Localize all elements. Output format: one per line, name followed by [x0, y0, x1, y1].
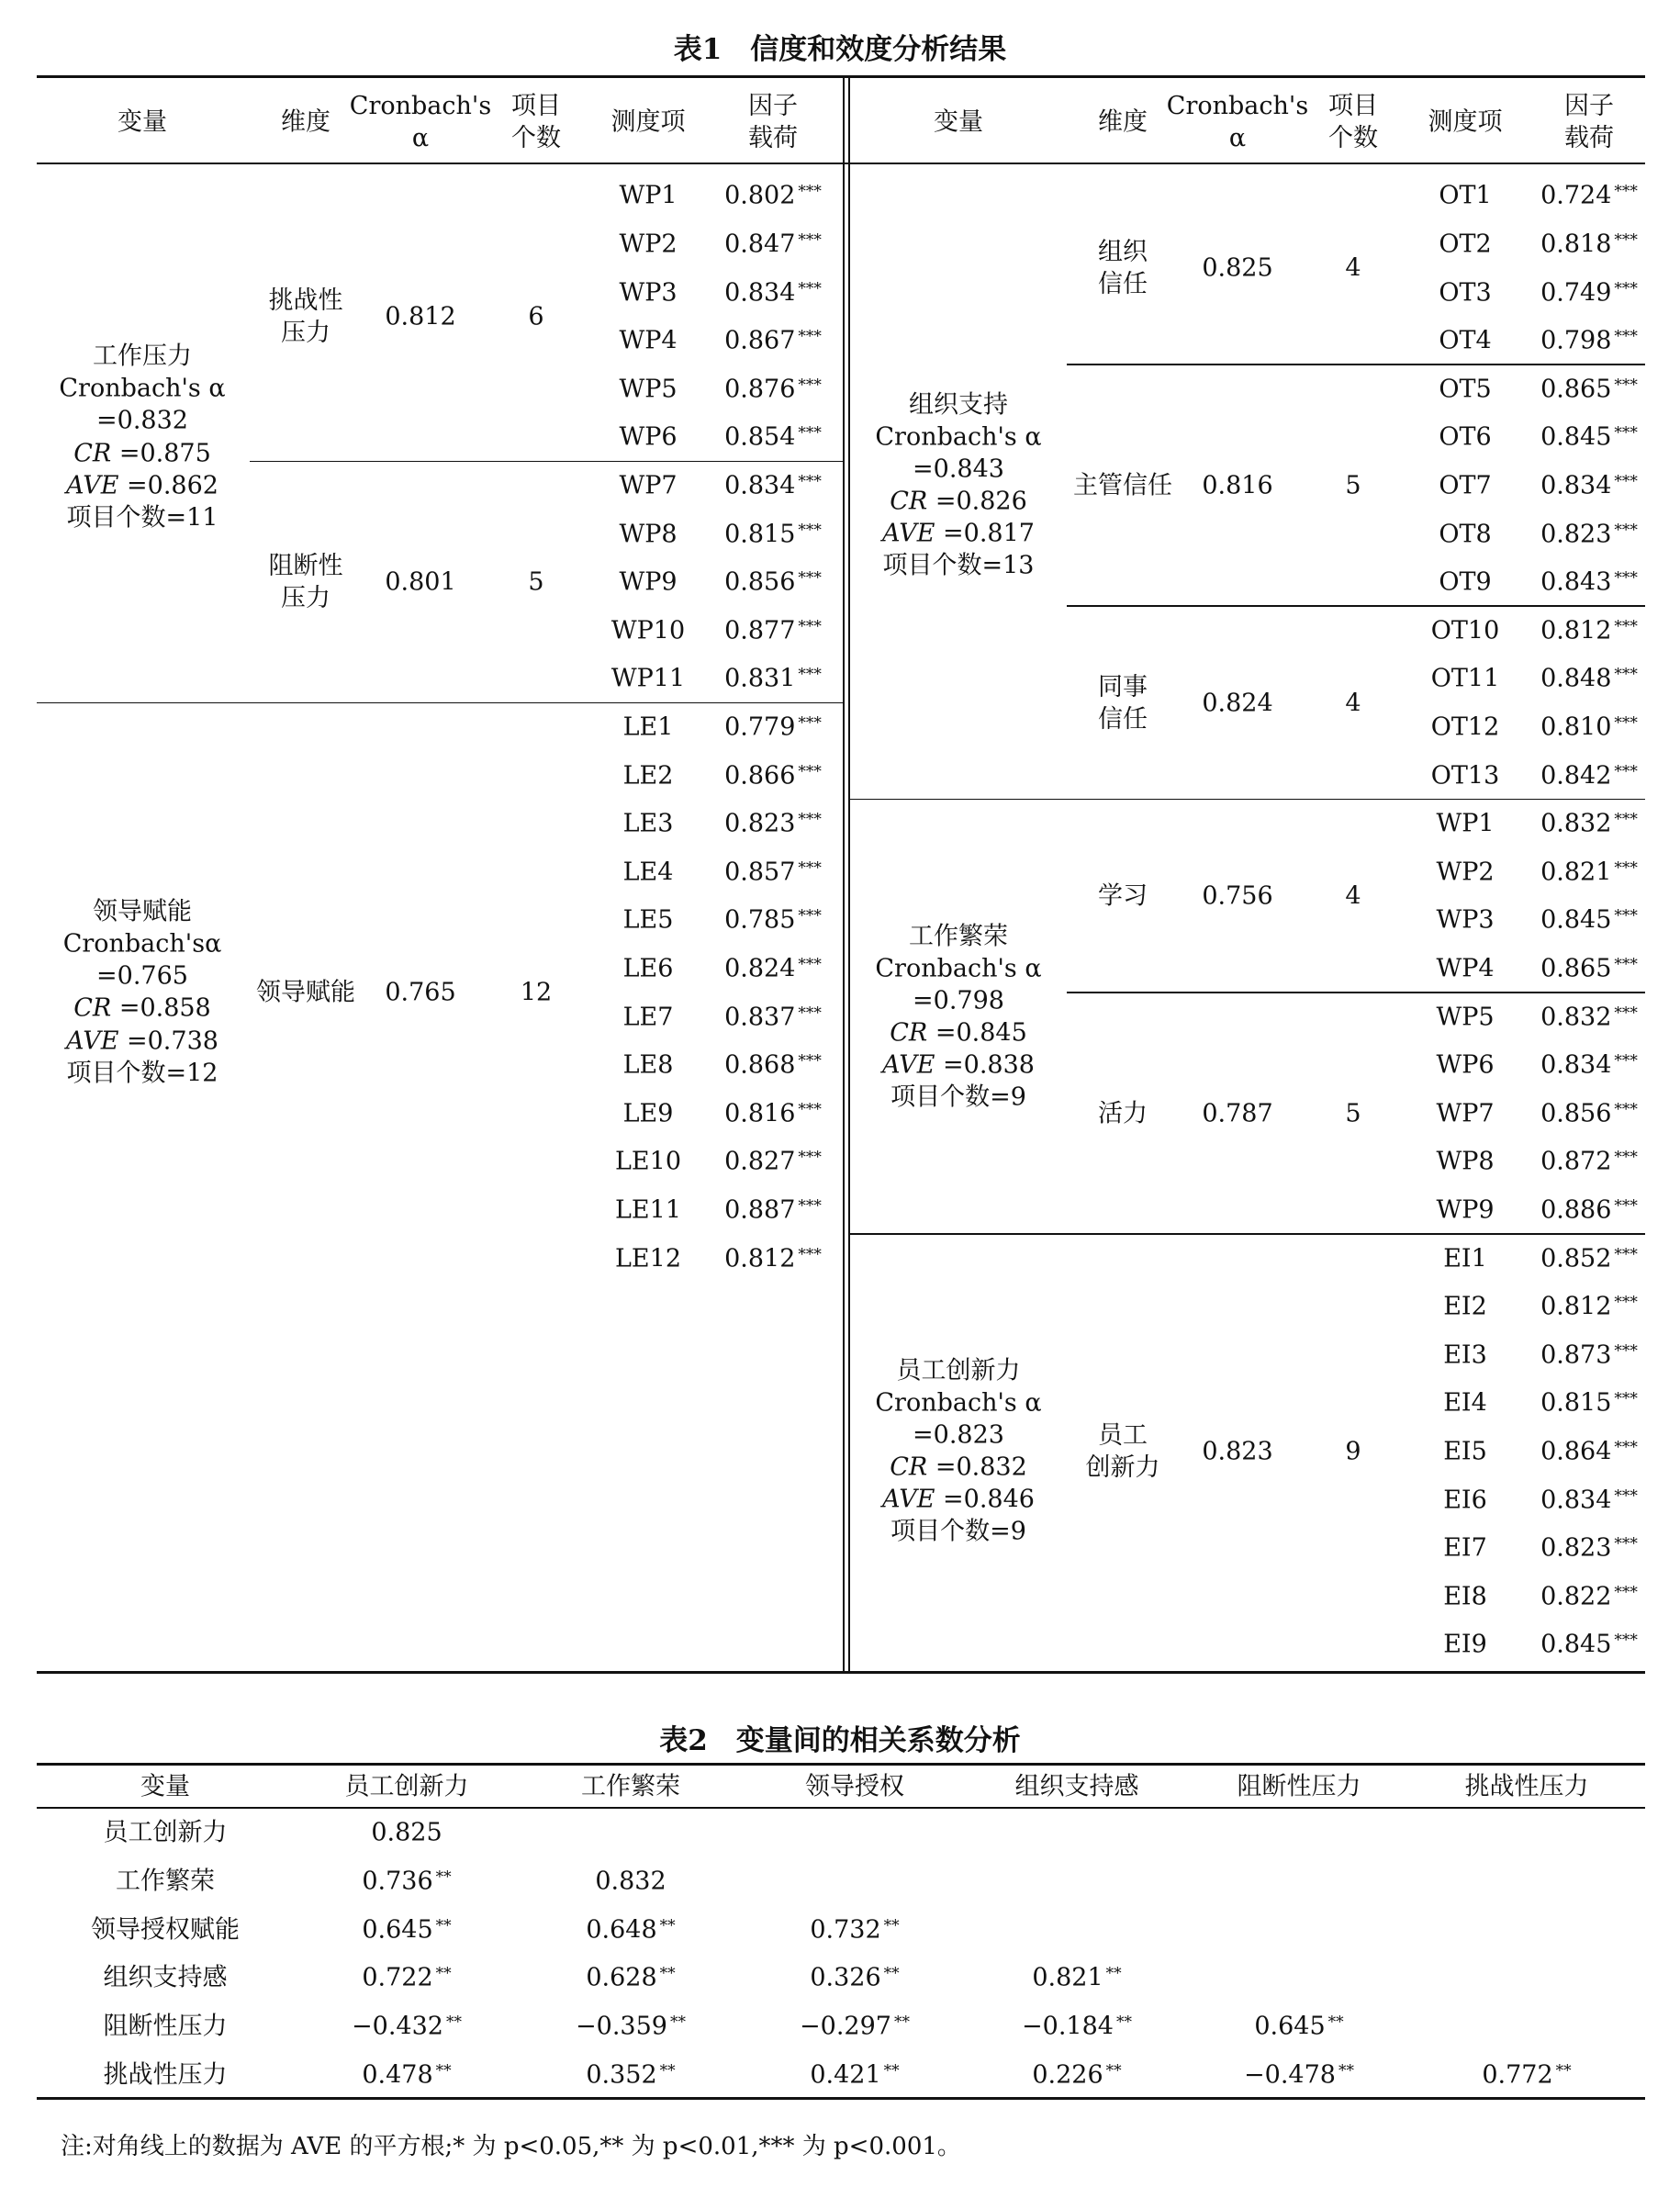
measure-item: WP9 [619, 567, 678, 597]
measure-item: WP4 [619, 326, 678, 355]
right-hdr-loading: 因子 载荷 [1564, 91, 1614, 152]
measure-item: LE4 [622, 858, 674, 887]
corr-row-label: 挑战性压力 [103, 2060, 228, 2090]
measure-item: LE7 [622, 1002, 674, 1031]
right-hdr-variable: 变量 [934, 107, 983, 137]
measure-item: OT11 [1430, 664, 1500, 693]
measure-item: EI2 [1443, 1292, 1487, 1321]
t2-header-rule [37, 1807, 1645, 1809]
dimension-item-count: 4 [1345, 689, 1361, 718]
dimension-alpha: 0.756 [1202, 881, 1273, 911]
dimension-name: 学习 [1098, 881, 1148, 911]
factor-loading: 0.785 *** [724, 905, 822, 935]
corr-row-label: 阻断性压力 [103, 2012, 228, 2041]
factor-loading: 0.832 *** [1540, 1002, 1638, 1031]
corr-value: 0.821 ** [1032, 1963, 1122, 1992]
factor-loading: 0.724 *** [1540, 181, 1638, 210]
dimension-item-count: 5 [1345, 471, 1361, 500]
measure-item: WP8 [1436, 1147, 1495, 1176]
measure-item: EI8 [1443, 1582, 1487, 1611]
measure-item: EI9 [1443, 1630, 1487, 1659]
factor-loading: 0.779 *** [724, 712, 822, 742]
dimension-separator [1067, 364, 1645, 365]
measure-item: OT4 [1439, 326, 1492, 355]
factor-loading: 0.845 *** [1540, 1630, 1638, 1659]
corr-header: 组织支持感 [1014, 1772, 1139, 1801]
header-rule [37, 163, 1645, 164]
factor-loading: 0.749 *** [1540, 277, 1638, 307]
measure-item: LE2 [622, 760, 674, 790]
factor-loading: 0.886 *** [1540, 1195, 1638, 1225]
measure-item: WP11 [610, 664, 686, 693]
measure-item: LE10 [615, 1147, 681, 1176]
dimension-name: 阻断性 压力 [268, 552, 343, 613]
corr-value: 0.628 ** [586, 1963, 676, 1992]
factor-loading: 0.832 *** [1540, 809, 1638, 838]
factor-loading: 0.818 *** [1540, 230, 1638, 259]
left-hdr-item-count: 项目 个数 [511, 91, 561, 152]
factor-loading: 0.856 *** [1540, 1099, 1638, 1128]
left-hdr-cronbach: Cronbach's α [349, 91, 492, 152]
factor-loading: 0.827 *** [724, 1147, 822, 1176]
factor-loading: 0.845 *** [1540, 422, 1638, 452]
variable-block: 工作繁荣 Cronbach's α =0.798 CR =0.845 AVE =0.838 项目个数=9 [875, 922, 1042, 1112]
measure-item: LE5 [622, 905, 674, 935]
corr-header: 领导授权 [805, 1772, 904, 1801]
corr-value: 0.648 ** [586, 1915, 676, 1945]
factor-loading: 0.852 *** [1540, 1243, 1638, 1273]
factor-loading: 0.845 *** [1540, 905, 1638, 935]
factor-loading: 0.865 *** [1540, 375, 1638, 404]
right-hdr-measure: 测度项 [1428, 107, 1503, 137]
factor-loading: 0.821 *** [1540, 858, 1638, 887]
dimension-alpha: 0.801 [385, 567, 456, 597]
corr-value: 0.645 ** [362, 1915, 452, 1945]
top-rule [37, 75, 1645, 78]
corr-value: 0.832 [595, 1867, 666, 1896]
corr-value: 0.352 ** [586, 2060, 676, 2090]
dimension-alpha: 0.824 [1202, 689, 1273, 718]
factor-loading: 0.847 *** [724, 230, 822, 259]
factor-loading: 0.822 *** [1540, 1582, 1638, 1611]
factor-loading: 0.865 *** [1540, 954, 1638, 983]
corr-header: 挑战性压力 [1464, 1772, 1589, 1801]
measure-item: EI1 [1443, 1243, 1487, 1273]
left-hdr-dimension: 维度 [281, 107, 330, 137]
variable-block: 工作压力 Cronbach's α =0.832 CR =0.875 AVE =0.862 项目个数=11 [59, 342, 226, 533]
factor-loading: 0.834 *** [724, 277, 822, 307]
measure-item: WP5 [619, 375, 678, 404]
corr-value: 0.722 ** [362, 1963, 452, 1992]
factor-loading: 0.848 *** [1540, 664, 1638, 693]
measure-item: LE9 [622, 1099, 674, 1128]
measure-item: OT3 [1439, 277, 1492, 307]
t2-top-rule [37, 1763, 1645, 1766]
measure-item: WP8 [619, 519, 678, 548]
table-note: 注:对角线上的数据为 AVE 的平方根;* 为 p<0.05,** 为 p<0.01,*** 为 p<0.001。 [61, 2133, 961, 2160]
variable-block: 员工创新力 Cronbach's α =0.823 CR =0.832 AVE =0.846 项目个数=9 [875, 1356, 1042, 1547]
factor-loading: 0.834 *** [1540, 471, 1638, 500]
dimension-item-count: 4 [1345, 881, 1361, 911]
factor-loading: 0.831 *** [724, 664, 822, 693]
dimension-alpha: 0.765 [385, 978, 456, 1007]
factor-loading: 0.866 *** [724, 760, 822, 790]
corr-value: −0.432 ** [352, 2012, 462, 2041]
measure-item: OT13 [1430, 760, 1500, 790]
measure-item: LE3 [622, 809, 674, 838]
corr-value: −0.297 ** [800, 2012, 910, 2041]
measure-item: EI5 [1443, 1437, 1487, 1466]
variable-block: 组织支持 Cronbach's α =0.843 CR =0.826 AVE =0.817 项目个数=13 [875, 390, 1042, 581]
factor-loading: 0.834 *** [1540, 1050, 1638, 1080]
measure-item: WP7 [619, 471, 678, 500]
measure-item: WP4 [1436, 954, 1495, 983]
dimension-alpha: 0.812 [385, 302, 456, 331]
measure-item: LE8 [622, 1050, 674, 1080]
dimension-separator [250, 461, 843, 463]
factor-loading: 0.842 *** [1540, 760, 1638, 790]
measure-item: OT7 [1439, 471, 1492, 500]
corr-value: −0.359 ** [576, 2012, 686, 2041]
factor-loading: 0.856 *** [724, 567, 822, 597]
measure-item: WP2 [619, 230, 678, 259]
factor-loading: 0.798 *** [1540, 326, 1638, 355]
corr-value: −0.184 ** [1022, 2012, 1132, 2041]
factor-loading: 0.812 *** [724, 1243, 822, 1273]
measure-item: OT2 [1439, 230, 1492, 259]
left-hdr-measure: 测度项 [610, 107, 686, 137]
measure-item: WP2 [1436, 858, 1495, 887]
factor-loading: 0.823 *** [1540, 519, 1638, 548]
dimension-separator [1067, 605, 1645, 607]
corr-value: 0.478 ** [362, 2060, 452, 2090]
t2-bottom-rule [37, 2097, 1645, 2100]
factor-loading: 0.823 *** [1540, 1533, 1638, 1563]
measure-item: EI7 [1443, 1533, 1487, 1563]
right-hdr-item-count: 项目 个数 [1328, 91, 1378, 152]
corr-row-label: 员工创新力 [103, 1818, 228, 1847]
factor-loading: 0.834 *** [1540, 1485, 1638, 1514]
dimension-name: 挑战性 压力 [268, 286, 343, 347]
dimension-alpha: 0.825 [1202, 253, 1273, 283]
factor-loading: 0.873 *** [1540, 1340, 1638, 1370]
variable-separator [850, 1233, 1645, 1235]
measure-item: WP6 [619, 422, 678, 452]
measure-item: WP1 [619, 181, 678, 210]
dimension-alpha: 0.787 [1202, 1099, 1273, 1128]
dimension-alpha: 0.816 [1202, 471, 1273, 500]
dimension-name: 员工 创新力 [1085, 1420, 1160, 1482]
factor-loading: 0.877 *** [724, 616, 822, 645]
measure-item: WP10 [610, 616, 686, 645]
left-hdr-loading: 因子 载荷 [748, 91, 798, 152]
dimension-name: 主管信任 [1073, 471, 1172, 500]
corr-value: 0.772 ** [1482, 2060, 1572, 2090]
corr-header: 变量 [140, 1772, 190, 1801]
dimension-item-count: 12 [520, 978, 553, 1007]
variable-separator [37, 702, 843, 704]
factor-loading: 0.854 *** [724, 422, 822, 452]
factor-loading: 0.872 *** [1540, 1147, 1638, 1176]
factor-loading: 0.843 *** [1540, 567, 1638, 597]
measure-item: WP9 [1436, 1195, 1495, 1225]
dimension-item-count: 6 [528, 302, 544, 331]
measure-item: LE12 [615, 1243, 681, 1273]
variable-separator [850, 799, 1645, 801]
measure-item: EI4 [1443, 1388, 1487, 1418]
corr-header: 员工创新力 [344, 1772, 469, 1801]
factor-loading: 0.868 *** [724, 1050, 822, 1080]
center-divider-right [848, 75, 850, 1673]
corr-row-label: 工作繁荣 [116, 1867, 215, 1896]
right-hdr-dimension: 维度 [1098, 107, 1148, 137]
factor-loading: 0.876 *** [724, 375, 822, 404]
factor-loading: 0.802 *** [724, 181, 822, 210]
table1-title: 表1 信度和效度分析结果 [673, 33, 1007, 66]
variable-block: 领导赋能 Cronbach'sα =0.765 CR =0.858 AVE =0.738 项目个数=12 [62, 897, 222, 1088]
measure-item: LE11 [615, 1195, 681, 1225]
dimension-item-count: 5 [528, 567, 544, 597]
factor-loading: 0.810 *** [1540, 712, 1638, 742]
corr-value: 0.825 [371, 1818, 442, 1847]
dimension-separator [1067, 992, 1645, 993]
factor-loading: 0.816 *** [724, 1099, 822, 1128]
corr-value: −0.478 ** [1244, 2060, 1354, 2090]
dimension-item-count: 9 [1345, 1437, 1361, 1466]
dimension-item-count: 4 [1345, 253, 1361, 283]
measure-item: WP5 [1436, 1002, 1495, 1031]
factor-loading: 0.815 *** [1540, 1388, 1638, 1418]
measure-item: EI6 [1443, 1485, 1487, 1514]
measure-item: OT9 [1439, 567, 1492, 597]
measure-item: EI3 [1443, 1340, 1487, 1370]
table2-title: 表2 变量间的相关系数分析 [659, 1724, 1021, 1757]
bottom-rule [37, 1671, 1645, 1674]
measure-item: LE6 [622, 954, 674, 983]
factor-loading: 0.834 *** [724, 471, 822, 500]
corr-header: 阻断性压力 [1237, 1772, 1361, 1801]
factor-loading: 0.887 *** [724, 1195, 822, 1225]
measure-item: LE1 [622, 712, 674, 742]
measure-item: OT1 [1439, 181, 1492, 210]
factor-loading: 0.815 *** [724, 519, 822, 548]
measure-item: OT8 [1439, 519, 1492, 548]
measure-item: OT10 [1430, 616, 1500, 645]
corr-row-label: 领导授权赋能 [91, 1915, 240, 1945]
corr-value: 0.226 ** [1032, 2060, 1122, 2090]
left-hdr-variable: 变量 [118, 107, 167, 137]
corr-value: 0.326 ** [810, 1963, 900, 1992]
dimension-item-count: 5 [1345, 1099, 1361, 1128]
corr-value: 0.732 ** [810, 1915, 900, 1945]
factor-loading: 0.812 *** [1540, 616, 1638, 645]
factor-loading: 0.812 *** [1540, 1292, 1638, 1321]
dimension-name: 活力 [1098, 1099, 1148, 1128]
corr-value: 0.645 ** [1254, 2012, 1344, 2041]
corr-header: 工作繁荣 [581, 1772, 680, 1801]
factor-loading: 0.864 *** [1540, 1437, 1638, 1466]
measure-item: WP7 [1436, 1099, 1495, 1128]
dimension-name: 组织 信任 [1098, 238, 1148, 299]
factor-loading: 0.824 *** [724, 954, 822, 983]
measure-item: WP6 [1436, 1050, 1495, 1080]
measure-item: WP1 [1436, 809, 1495, 838]
corr-row-label: 组织支持感 [103, 1963, 228, 1992]
right-hdr-cronbach: Cronbach's α [1166, 91, 1309, 152]
measure-item: OT5 [1439, 375, 1492, 404]
measure-item: WP3 [619, 277, 678, 307]
dimension-name: 同事 信任 [1098, 672, 1148, 734]
measure-item: OT12 [1430, 712, 1500, 742]
factor-loading: 0.867 *** [724, 326, 822, 355]
factor-loading: 0.823 *** [724, 809, 822, 838]
factor-loading: 0.857 *** [724, 858, 822, 887]
dimension-name: 领导赋能 [256, 978, 355, 1007]
center-divider-left [843, 75, 845, 1673]
measure-item: OT6 [1439, 422, 1492, 452]
corr-value: 0.736 ** [362, 1867, 452, 1896]
factor-loading: 0.837 *** [724, 1002, 822, 1031]
corr-value: 0.421 ** [810, 2060, 900, 2090]
measure-item: WP3 [1436, 905, 1495, 935]
dimension-alpha: 0.823 [1202, 1437, 1273, 1466]
